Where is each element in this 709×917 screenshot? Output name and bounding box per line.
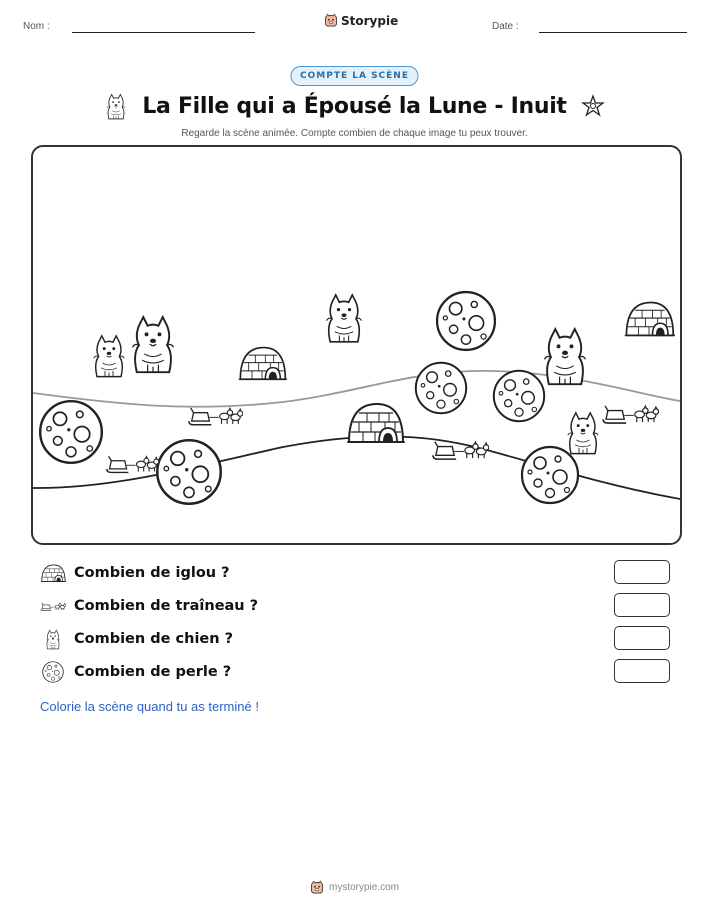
pearl-icon (40, 661, 66, 683)
footer (0, 880, 709, 895)
counting-scene (31, 145, 682, 545)
question-text: Combien de iglou ? (74, 565, 230, 581)
question-row-pearl (40, 659, 670, 685)
dog-icon (132, 317, 173, 372)
pearl-icon (40, 401, 102, 463)
igloo-icon (40, 562, 66, 584)
dog-icon (568, 413, 598, 454)
sled-icon (603, 406, 658, 423)
dog-icon (40, 628, 66, 650)
storypie-logo-icon (324, 13, 338, 28)
question-row-sled (40, 593, 670, 619)
dog-icon (94, 336, 124, 377)
dog-icon (544, 329, 585, 384)
date-label: Date : (492, 21, 519, 32)
brand-logo (324, 13, 398, 28)
brand-name: Storypie (341, 13, 399, 28)
activity-badge: COMPTE LA SCÈNE (290, 66, 419, 86)
pearl-icon (416, 363, 466, 413)
star-icon (581, 94, 605, 118)
answer-box-pearl[interactable] (614, 659, 670, 683)
igloo-icon (239, 348, 287, 380)
sled-icon (40, 595, 66, 617)
page-title: La Fille qui a Épousé la Lune - Inuit (142, 93, 567, 119)
dog-icon (327, 295, 362, 342)
question-row-dog (40, 626, 670, 652)
coloring-note: Colorie la scène quand tu as terminé ! (40, 699, 259, 714)
question-text: Combien de traîneau ? (74, 598, 259, 614)
sled-icon (189, 408, 243, 425)
instructions: Regarde la scène animée. Compte combien de chaque image tu peux trouver. (181, 128, 528, 139)
igloo-icon (347, 404, 405, 442)
pearl-icon (494, 371, 544, 421)
answer-box-sled[interactable] (614, 593, 670, 617)
footer-url[interactable]: mystorypie.com (328, 882, 399, 893)
answer-box-dog[interactable] (614, 626, 670, 650)
question-row-igloo (40, 560, 670, 586)
date-line[interactable] (539, 32, 687, 33)
storypie-logo-icon (310, 880, 324, 895)
title-row (0, 91, 709, 121)
answer-box-igloo[interactable] (614, 560, 670, 584)
dog-icon (104, 91, 128, 121)
name-line[interactable] (72, 32, 255, 33)
question-text: Combien de perle ? (74, 664, 232, 680)
pearl-icon (437, 292, 495, 350)
scene-illustration (33, 147, 680, 543)
question-text: Combien de chien ? (74, 631, 234, 647)
name-label: Nom : (23, 21, 50, 32)
sled-icon (107, 456, 159, 472)
pearl-icon (522, 447, 578, 503)
igloo-icon (625, 302, 675, 335)
pearl-icon (157, 440, 220, 503)
